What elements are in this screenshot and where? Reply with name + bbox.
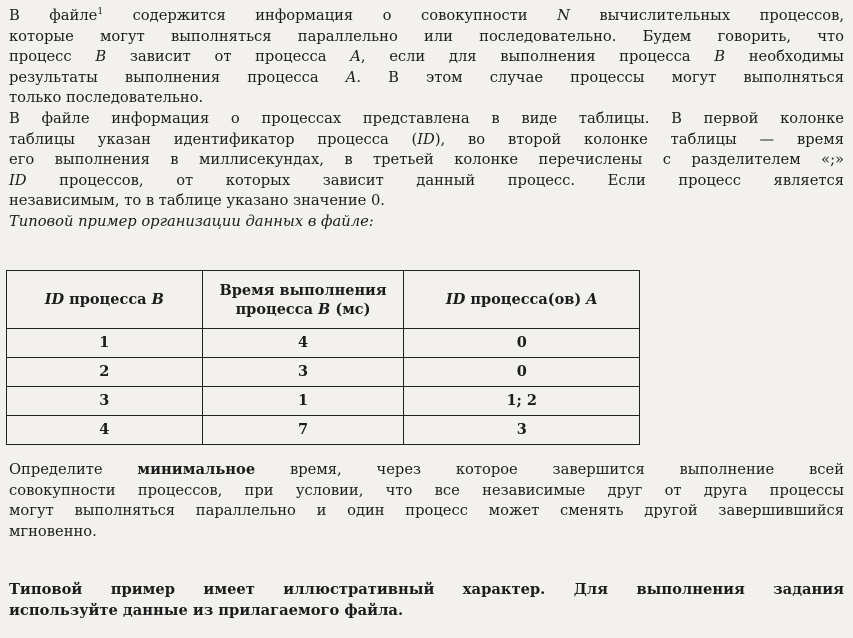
table-row [7, 329, 640, 358]
table-header-row [7, 271, 640, 329]
table-desc-line-4: ID процессов, от которых зависит данный процесс. Если процесс является [9, 171, 844, 189]
note-line-2: используйте данные из прилагаемого файла. [9, 601, 404, 619]
intro-line-2: которые могут выполняться параллельно или последовательно. Будем говорить, что [9, 27, 844, 45]
question-line-4: мгновенно. [9, 522, 97, 540]
cell-time: 3 [202, 358, 404, 387]
cell-deps: 1; 2 [404, 387, 640, 416]
cell-id: 2 [7, 358, 203, 387]
table-row [7, 416, 640, 445]
table-row [7, 358, 640, 387]
example-heading: Типовой пример организации данных в файле: [9, 212, 374, 230]
header-process-b-id: ID процесса B [7, 271, 203, 329]
footnote-marker: 1 [97, 7, 104, 17]
header-execution-time: Время выполнения процесса B (мс) [202, 271, 404, 329]
table-desc-line-5: независимым, то в таблице указано значение 0. [9, 192, 385, 210]
question-block [9, 460, 844, 542]
note-line-1: Типовой пример имеет иллюстративный характер. Для выполнения задания [9, 581, 844, 598]
emphasis-minimal: минимальное [137, 461, 256, 478]
cell-time: 7 [202, 416, 404, 445]
cell-deps: 0 [404, 329, 640, 358]
intro-line-4: результаты выполнения процесса A. В этом случае процессы могут выполняться [9, 68, 844, 86]
intro-line-1: В файле$^1$ содержится информация о совокупности N вычислительных процессов, [9, 7, 845, 24]
intro-line-3: процесс B зависит от процесса A, если для выполнения процесса B необходимы [9, 48, 844, 66]
table-row [7, 387, 640, 416]
intro-block [9, 6, 844, 233]
intro-line-5: только последовательно. [9, 89, 204, 107]
question-line-3: могут выполняться параллельно и один процесс может сменять другой завершившийся [9, 502, 844, 520]
table-desc-line-2: таблицы указан идентификатор процесса (ID), во второй колонке таблицы — время [9, 130, 844, 148]
cell-id: 3 [7, 387, 203, 416]
table-desc-line-1: В файле информация о процессах представлена в виде таблицы. В первой колонке [9, 109, 844, 127]
cell-deps: 3 [404, 416, 640, 445]
cell-deps: 0 [404, 358, 640, 387]
cell-time: 4 [202, 329, 404, 358]
cell-time: 1 [202, 387, 404, 416]
question-line-1: Определите минимальное время, через которое завершится выполнение всей [9, 461, 844, 478]
table-desc-line-3: его выполнения в миллисекундах, в третьей колонке перечислены с разделителем «;» [9, 151, 844, 169]
process-table [6, 270, 640, 445]
cell-id: 4 [7, 416, 203, 445]
question-line-2: совокупности процессов, при условии, что все независимые друг от друга процессы [9, 481, 844, 499]
note-block [9, 580, 844, 621]
header-process-a-ids: ID процесса(ов) A [404, 271, 640, 329]
cell-id: 1 [7, 329, 203, 358]
